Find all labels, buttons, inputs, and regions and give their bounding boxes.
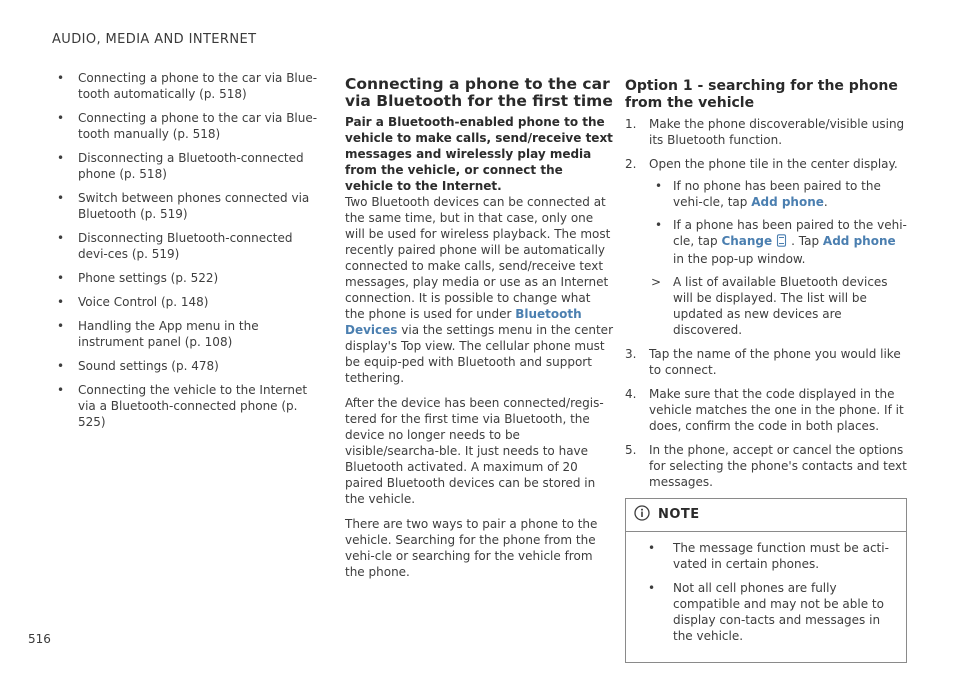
running-header: AUDIO, MEDIA AND INTERNET — [52, 32, 257, 47]
article-paragraph — [345, 194, 613, 386]
article-paragraph: There are two ways to pair a phone to the vehicle. Searching for the phone from the vehi-cle or searching for the vehicle from the phone. — [345, 517, 598, 579]
paragraph-text: Two Bluetooth devices can be connected at the same time, but in that case, only one will be used for wireless playback. The most recently paired phone will be automatically connected to make calls, send/receive text messages, play media or use as an Internet connection. It is possible to change what the phone is used for under — [345, 195, 611, 321]
step-item — [625, 346, 907, 378]
substep-text: If a phone has been paired to the vehi-cle, tap — [673, 218, 907, 248]
step-text: Tap the name of the phone you would like to connect. — [649, 347, 901, 377]
step-item — [625, 156, 907, 338]
substep-item — [649, 178, 907, 210]
add-phone-term: Add phone — [751, 195, 824, 209]
note-box — [625, 498, 907, 663]
paragraph-text: via the settings menu in the center display's Top view. The cellular phone must be equip-ped with Bluetooth and support tethering. — [345, 323, 613, 385]
related-link[interactable]: • Connecting the vehicle to the Internet via a Bluetooth-connected phone (p. 525) — [55, 382, 325, 430]
related-link[interactable]: • Sound settings (p. 478) — [55, 358, 325, 374]
substep-text: . Tap — [791, 234, 823, 248]
bluetooth-devices-term: Bluetooth Devices — [345, 307, 582, 337]
related-link[interactable]: • Handling the App menu in the instrument panel (p. 108) — [55, 318, 325, 350]
substep-text: in the pop-up window. — [673, 252, 806, 266]
step-number: 4. — [625, 387, 637, 401]
step-item — [625, 116, 907, 148]
option1-title: Option 1 - searching for the phone from the vehicle — [625, 78, 898, 111]
result-marker: > — [651, 275, 662, 289]
step-text: Open the phone tile in the center display. — [649, 157, 898, 171]
related-link[interactable]: • Voice Control (p. 148) — [55, 294, 325, 310]
substep-item — [649, 217, 907, 267]
related-links-column — [55, 70, 325, 438]
substep-list — [649, 178, 907, 267]
related-link[interactable]: • Connecting a phone to the car via Blue-tooth manually (p. 518) — [55, 110, 325, 142]
note-list — [626, 540, 906, 644]
steps-list — [625, 116, 907, 490]
related-link[interactable]: • Disconnecting Bluetooth-connected devi-ces (p. 519) — [55, 230, 325, 262]
option1-column — [625, 70, 907, 663]
article-title: Connecting a phone to the car via Bluetooth for the first time — [345, 75, 613, 110]
related-links-list — [55, 70, 325, 430]
related-link[interactable]: • Switch between phones connected via Bluetooth (p. 519) — [55, 190, 325, 222]
related-link[interactable]: • Connecting a phone to the car via Blue-tooth automatically (p. 518) — [55, 70, 325, 102]
related-link[interactable]: • Disconnecting a Bluetooth-connected phone (p. 518) — [55, 150, 325, 182]
note-header — [626, 499, 906, 532]
step-item — [625, 386, 907, 434]
step-result — [649, 274, 907, 338]
step-text: Make the phone discoverable/visible using its Bluetooth function. — [649, 117, 905, 147]
substep-text: If no phone has been paired to the vehi-cle, tap — [673, 179, 881, 209]
step-number: 2. — [625, 157, 637, 171]
step-text: In the phone, accept or cancel the options for selecting the phone's contacts and text messages. — [649, 443, 907, 489]
result-text: A list of available Bluetooth devices will be displayed. The list will be updated as new devices are discovered. — [673, 275, 888, 337]
add-phone-term: Add phone — [822, 234, 896, 248]
step-text: Make sure that the code displayed in the vehicle matches the one in the phone. If it does, confirm the code in both places. — [649, 387, 904, 433]
phone-switch-icon — [776, 234, 787, 251]
note-item: • The message function must be acti-vated in certain phones. — [636, 540, 896, 572]
step-number: 1. — [625, 117, 637, 131]
step-number: 3. — [625, 347, 637, 361]
article-column — [345, 70, 613, 589]
article-paragraph: After the device has been connected/regis-tered for the first time via Bluetooth, the device no longer needs to be visible/searcha-ble. It just needs to have Bluetooth activated. A maximum of 20 paired Bluetooth devices can be stored in the vehicle. — [345, 396, 604, 506]
article-intro: Pair a Bluetooth-enabled phone to the vehicle to make calls, send/receive text messages and wirelessly play media from the vehicle, or connect the vehicle to the Internet. — [345, 115, 613, 193]
related-link[interactable]: • Phone settings (p. 522) — [55, 270, 325, 286]
substep-text: . — [823, 195, 828, 209]
info-icon — [634, 505, 650, 525]
step-number: 5. — [625, 443, 637, 457]
step-item — [625, 442, 907, 490]
change-term: Change — [721, 234, 773, 248]
page-number: 516 — [28, 632, 51, 646]
note-title: NOTE — [658, 507, 700, 522]
note-item: • Not all cell phones are fully compatible and may not be able to display con-tacts and messages in the vehicle. — [636, 580, 896, 644]
